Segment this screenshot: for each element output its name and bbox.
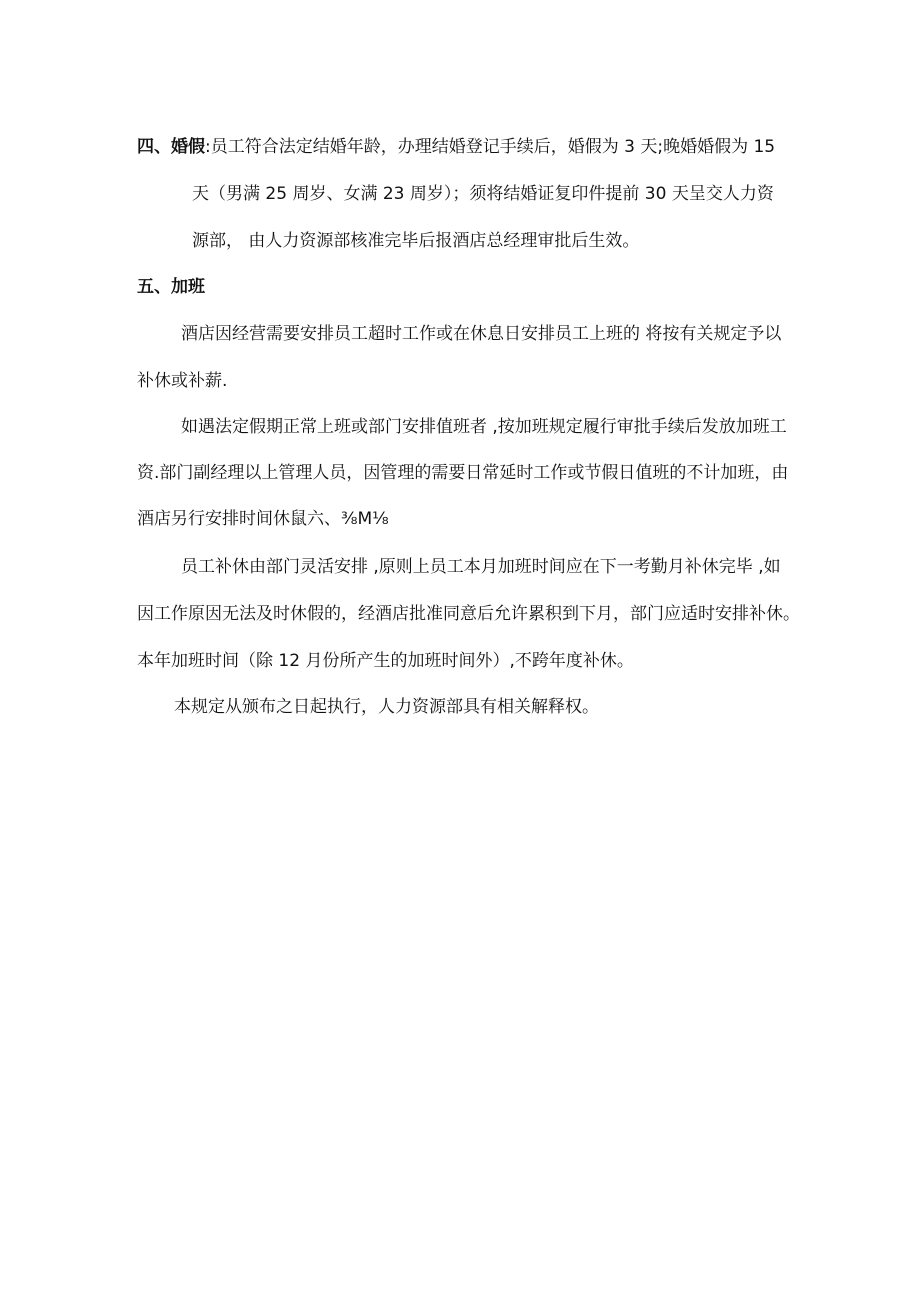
section-5-p2-line-1: 如遇法定假期正常上班或部门安排值班者 ,按加班规定履行审批手续后发放加班工 [181,417,787,437]
section-4-line-2: 天（男满 25 周岁、女满 23 周岁）；须将结婚证复印件提前 30 天呈交人力资 [192,184,774,204]
section-4-text-1: :员工符合法定结婚年龄，办理结婚登记手续后，婚假为 3 天;晚婚婚假为 15 [205,137,776,157]
section-5-p1-line-2: 补休或补薪. [137,371,228,391]
section-5-p3-line-3: 本年加班时间（除 12 月份所产生的加班时间外）,不跨年度补休。 [137,651,634,671]
section-4-line-3: 源部， 由人力资源部核准完毕后报酒店总经理审批后生效。 [192,231,640,251]
section-5-p2-line-2: 资.部门副经理以上管理人员，因管理的需要日常延时工作或节假日值班的不计加班，由 [137,463,789,483]
section-5-heading: 五、加班 [137,277,205,297]
closing-statement: 本规定从颁布之日起执行，人力资源部具有相关解释权。 [174,697,599,717]
section-5-p3-line-1: 员工补休由部门灵活安排 ,原则上员工本月加班时间应在下一考勤月补休完毕 ,如 [181,557,781,577]
section-5-p1-line-1: 酒店因经营需要安排员工超时工作或在休息日安排员工上班的 将按有关规定予以 [181,324,782,344]
section-4-heading: 四、婚假 [137,137,205,157]
section-5-p3-line-2: 因工作原因无法及时休假的，经酒店批准同意后允许累积到下月，部门应适时安排补休。 [137,604,800,624]
section-4-line-1 [137,136,775,158]
section-5-p2-line-3: 酒店另行安排时间休鼠六、⅜M⅛ [137,509,389,529]
